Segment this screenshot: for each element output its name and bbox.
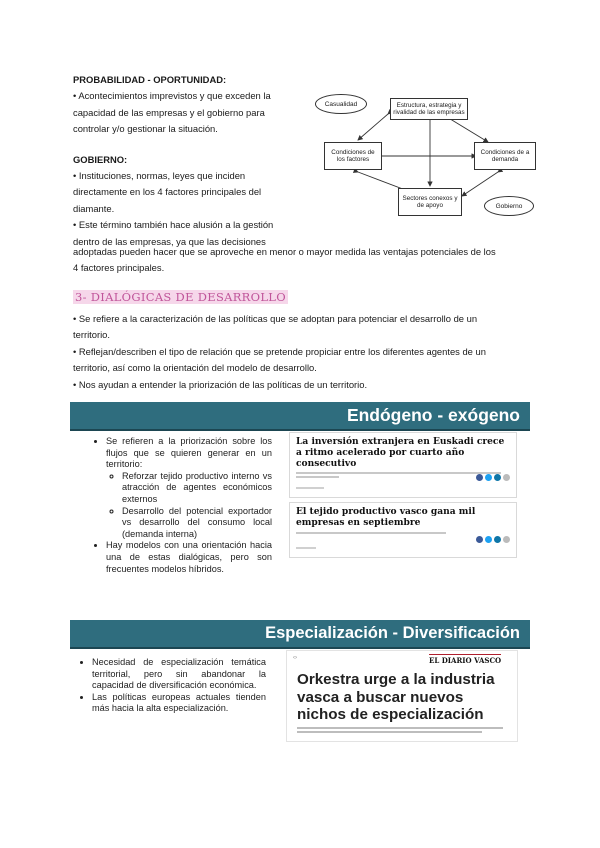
gob-line: directamente en los 4 factores principales del	[73, 186, 262, 198]
slide2-text	[70, 657, 266, 715]
facebook-icon[interactable]	[476, 474, 483, 481]
linkedin-icon[interactable]	[494, 474, 501, 481]
news-clip-3	[286, 650, 518, 742]
news-1-meta	[296, 487, 324, 489]
gob-line: • Instituciones, normas, leyes que inciden	[73, 170, 246, 182]
gob-line: 4 factores principales.	[73, 262, 165, 274]
slide1-item: • Hay modelos con una orientación hacia una de estas dialógicas, pero son frecuentes modelos híbridos.	[106, 540, 272, 575]
slide2-banner	[70, 620, 530, 647]
slide2-title: Especialización - Diversificación	[265, 624, 520, 642]
section-title: 3- DIALÓGICAS DE DESARROLLO	[75, 290, 286, 304]
news-clip-1	[289, 432, 517, 498]
s3-line: territorio.	[73, 329, 110, 341]
news-3-title: Orkestra urge a la industria vasca a buscar nuevos nichos de especialización	[297, 671, 495, 723]
slide2-banner-underline	[70, 647, 530, 649]
news-clip-2	[289, 502, 517, 558]
porter-diamond-diagram	[312, 84, 544, 226]
slide1-title: Endógeno - exógeno	[346, 405, 520, 425]
top-text-block	[73, 72, 303, 250]
slide2-item: • Las políticas europeas actuales tienden más hacia la alta especialización.	[92, 692, 266, 715]
news-3-summary-lines	[297, 725, 503, 735]
slide1-text	[84, 436, 272, 575]
facebook-icon[interactable]	[476, 536, 483, 543]
gob-line: diamante.	[73, 202, 115, 214]
share-icon[interactable]	[503, 474, 510, 481]
gob-line: dentro de las empresas, ya que las decisiones	[73, 235, 266, 247]
section3-text	[73, 311, 543, 393]
share-icon[interactable]	[503, 536, 510, 543]
s3-line: • Reflejan/describen el tipo de relación que se pretende propiciar entre los diferentes agentes de un	[73, 345, 486, 357]
twitter-icon[interactable]	[485, 474, 492, 481]
prob-line: capacidad de las empresas y el gobierno para	[73, 106, 265, 118]
gob-heading: GOBIERNO:	[73, 153, 128, 165]
factores-node: Condiciones de los factores	[324, 142, 382, 170]
prob-heading: PROBABILIDAD - OPORTUNIDAD:	[73, 74, 227, 85]
s3-line: • Se refiere a la caracterización de las políticas que se adoptan para potenciar el desarrollo de un	[73, 313, 478, 324]
gob-line: adoptadas pueden hacer que se aproveche en menor o mayor medida las ventajas potenciales de los	[73, 246, 496, 257]
slide2-item: • Necesidad de especialización temática territorial, pero sin abandonar la capacidad de diversificación económica.	[92, 657, 266, 692]
slide1-subitem: ◦ Desarrollo del potencial exportador vs desarrollo del consumo local (demanda interna)	[122, 506, 272, 541]
news-2-meta	[296, 547, 316, 549]
estructura-node: Estructura, estrategia y rivalidad de las empresas	[390, 98, 468, 120]
slide1-subitem: ◦ Reforzar tejido productivo interno vs atracción de agentes económicos externos	[122, 471, 272, 506]
twitter-icon[interactable]	[485, 536, 492, 543]
news-1-title: La inversión extranjera en Euskadi crece a ritmo acelerado por cuarto año consecutivo	[296, 436, 505, 469]
s3-line: • Nos ayudan a entender la priorización de las políticas de un territorio.	[73, 378, 368, 390]
s3-line: territorio, así como la orientación del modelo de desarrollo.	[73, 362, 317, 374]
gob-continuation	[73, 244, 543, 277]
news-2-share-icons	[474, 531, 510, 549]
gob-line: • Este término también hace alusión a la gestión	[73, 219, 274, 231]
slide1-banner-underline	[70, 429, 530, 431]
slide1-banner	[70, 402, 530, 429]
gobierno-node: Gobierno	[484, 196, 534, 216]
prob-line: • Acontecimientos imprevistos y que exceden la	[73, 90, 271, 102]
news-1-share-icons	[474, 469, 510, 487]
linkedin-icon[interactable]	[494, 536, 501, 543]
casualidad-node: Casualidad	[315, 94, 367, 114]
news-2-title: El tejido productivo vasco gana mil empresas en septiembre	[296, 506, 476, 528]
demanda-node: Condiciones de a demanda	[474, 142, 536, 170]
newspaper-brand: EL DIARIO VASCO	[429, 656, 502, 665]
back-arrow-icon[interactable]: ‹›	[293, 655, 297, 661]
slide1-item: • Se refieren a la priorización sobre los flujos que se quieren generar en un territorio:	[106, 436, 272, 471]
prob-line: controlar y/o gestionar la situación.	[73, 123, 218, 135]
sectores-node: Sectores conexos y de apoyo	[398, 188, 462, 216]
